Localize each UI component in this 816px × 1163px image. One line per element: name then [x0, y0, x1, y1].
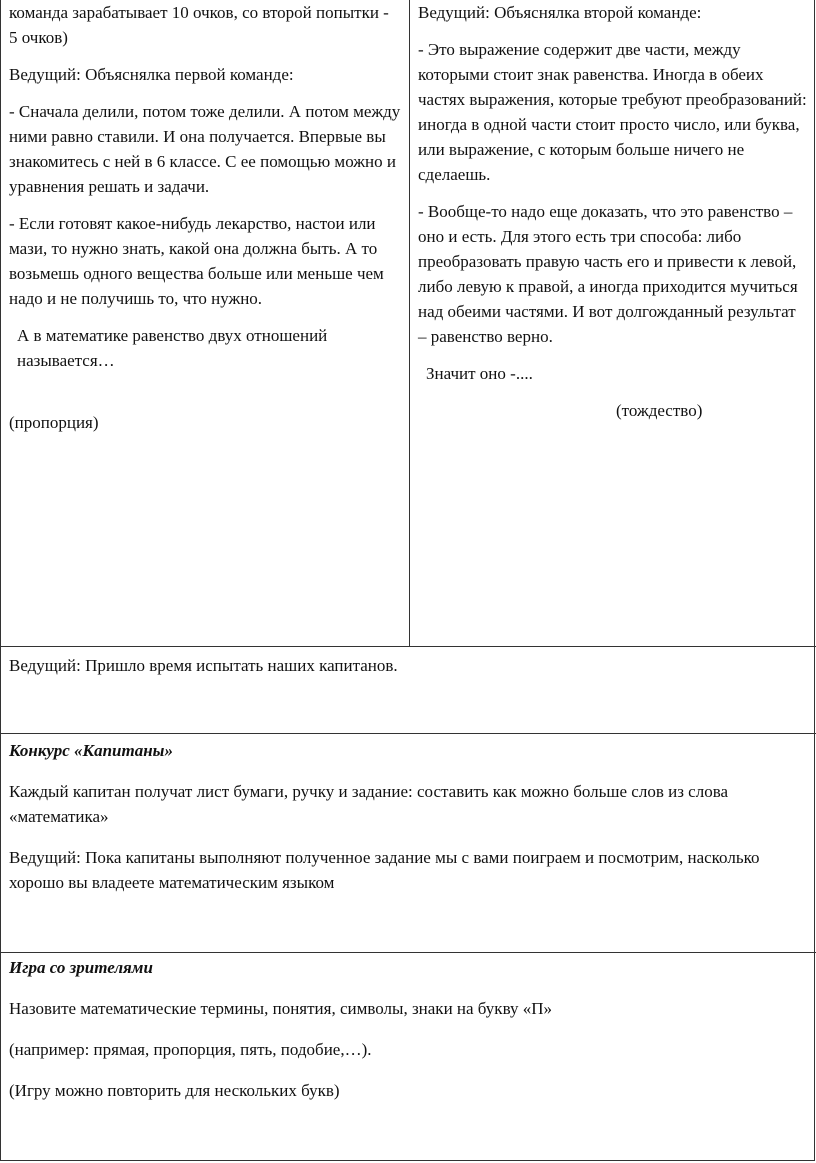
left-line-5: А в математике равенство двух отношений называется… [17, 326, 328, 370]
audience-game-cell [1, 952, 816, 1161]
game-example: (например: прямая, пропорция, пять, подобие,…). [9, 1040, 372, 1059]
right-line-4: Значит оно -.... [426, 364, 533, 383]
host-row-text: Ведущий: Пришло время испытать наших капитанов. [9, 656, 398, 675]
game-task: Назовите математические термины, понятия, символы, знаки на букву «П» [9, 999, 553, 1018]
game-note: (Игру можно повторить для нескольких букв) [9, 1081, 340, 1100]
captains-host: Ведущий: Пока капитаны выполняют полученное задание мы с вами поиграем и посмотрим, насколько хорошо вы владеете математическим языком [9, 848, 760, 892]
left-line-1: команда зарабатывает 10 очков, со второй попытки - 5 очков) [9, 3, 389, 47]
captains-task: Каждый капитан получат лист бумаги, ручку и задание: составить как можно больше слов из слова «математика» [9, 782, 729, 826]
right-line-2: - Это выражение содержит две части, между которыми стоит знак равенства. Иногда в обеих частях выражения, которые требуют преобразований: иногда в одной части стоит просто число, или буква, или выражение, с которым больше ничего не сделаешь. [418, 40, 807, 184]
captains-contest-cell [1, 733, 816, 952]
right-line-3: - Вообще-то надо еще доказать, что это равенство – оно и есть. Для этого есть три способа: либо преобразовать правую часть его и привести к левой, либо левую к правой, а иногда приходится мучиться над обеими частями. И вот долгожданный результат – равенство верно. [418, 202, 798, 346]
left-column-cell [1, 0, 410, 646]
right-line-1: Ведущий: Объяснялка второй команде: [418, 3, 702, 22]
host-row-cell [1, 646, 816, 733]
captains-title: Конкурс «Капитаны» [9, 741, 173, 760]
left-line-4: - Если готовят какое-нибудь лекарство, настои или мази, то нужно знать, какой она должна быть. А то возьмешь одного вещества больше или меньше чем надо и не получишь то, что нужно. [9, 214, 384, 308]
right-answer: (тождество) [616, 401, 703, 420]
left-line-2: Ведущий: Объяснялка первой команде: [9, 65, 294, 84]
right-column-cell [410, 0, 816, 646]
game-title: Игра со зрителями [9, 958, 153, 977]
left-answer: (пропорция) [9, 413, 99, 432]
left-line-3: - Сначала делили, потом тоже делили. А потом между ними равно ставили. И она получается. Впервые вы знакомитесь с ней в 6 классе. С ее помощью можно и уравнения решать и задачи. [9, 102, 401, 196]
